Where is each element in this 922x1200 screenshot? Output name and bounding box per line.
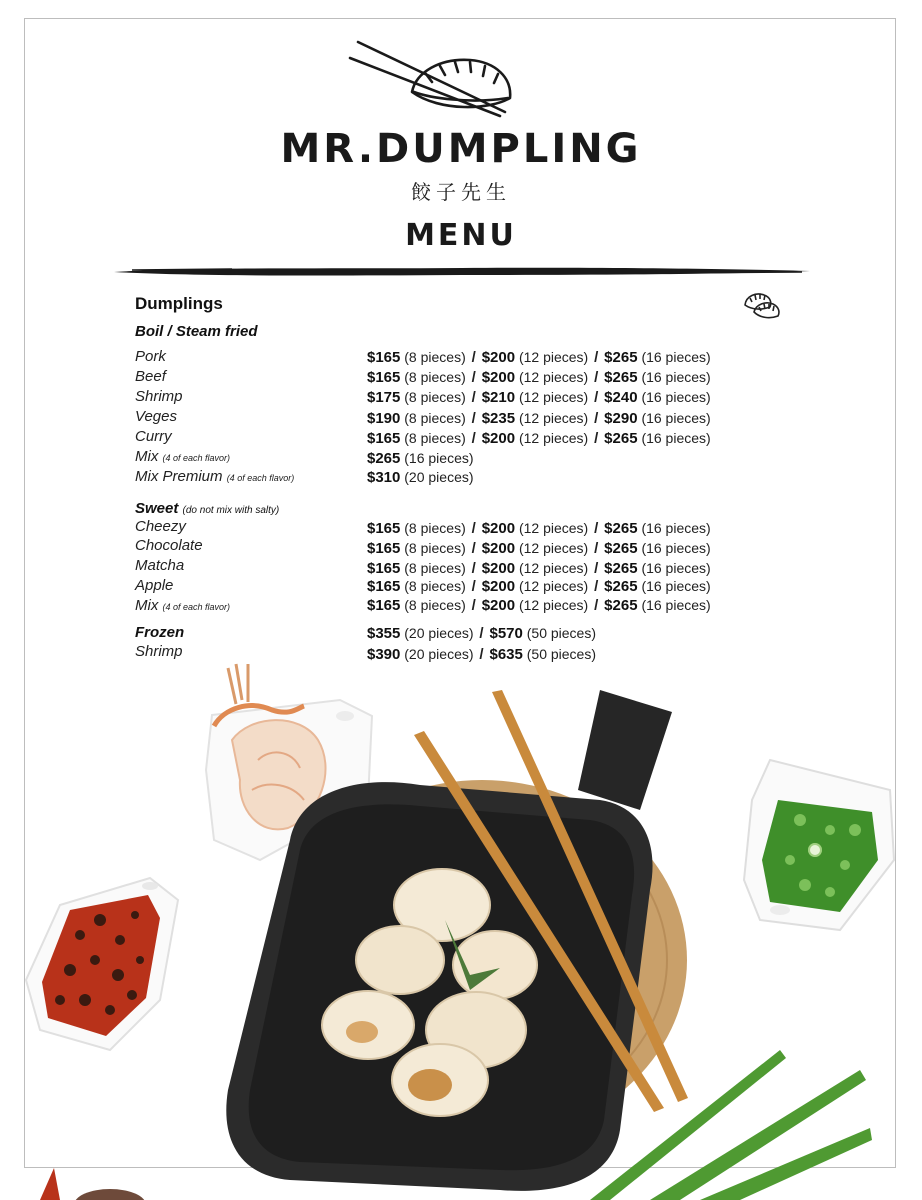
menu-item-name: Apple bbox=[135, 577, 174, 594]
dumpling-chopsticks-logo-icon bbox=[0, 0, 922, 130]
menu-title: MENU bbox=[405, 218, 517, 253]
menu-item-name: Mix (4 of each flavor) bbox=[135, 448, 231, 465]
group-heading-sweet: Sweet (do not mix with salty) bbox=[135, 500, 280, 517]
menu-item-prices: $165 (8 pieces) / $200 (12 pieces) / $265 (16 pieces) bbox=[367, 560, 711, 577]
menu-item-name: Veges bbox=[135, 408, 177, 425]
menu-item-name: Matcha bbox=[135, 557, 185, 574]
menu-item-name: Curry bbox=[135, 428, 172, 445]
section-title-dumplings: Dumplings bbox=[135, 294, 223, 313]
group-heading-boil: Boil / Steam fried bbox=[135, 323, 258, 340]
menu-item-name: Mix (4 of each flavor) bbox=[135, 597, 231, 614]
menu-item-name: Cheezy bbox=[135, 518, 186, 535]
brand-chinese-name: 餃子先生 bbox=[411, 180, 511, 204]
group-heading-frozen: Frozen bbox=[135, 624, 185, 641]
menu-item-prices: $265 (16 pieces) bbox=[367, 450, 474, 467]
pan-handle bbox=[578, 690, 672, 810]
menu-item-prices: $310 (20 pieces) bbox=[367, 469, 474, 486]
brush-stroke-divider bbox=[112, 264, 812, 278]
menu-item-prices: $190 (8 pieces) / $235 (12 pieces) / $290 (16 pieces) bbox=[367, 410, 711, 427]
menu-item-prices: $165 (8 pieces) / $200 (12 pieces) / $265 (16 pieces) bbox=[367, 369, 711, 386]
menu-item-name: Mix Premium (4 of each flavor) bbox=[135, 468, 295, 485]
menu-item-prices: $390 (20 pieces) / $635 (50 pieces) bbox=[367, 646, 597, 663]
menu-item-prices: $165 (8 pieces) / $200 (12 pieces) / $265 (16 pieces) bbox=[367, 349, 711, 366]
brand-name: MR.DUMPLING bbox=[280, 126, 642, 172]
menu-item-name: Shrimp bbox=[135, 388, 183, 405]
menu-item-prices: $355 (20 pieces) / $570 (50 pieces) bbox=[367, 625, 597, 642]
menu-item-name: Shrimp bbox=[135, 643, 183, 660]
menu-item-prices: $165 (8 pieces) / $200 (12 pieces) / $265 (16 pieces) bbox=[367, 578, 711, 595]
chili-oil-dish bbox=[26, 878, 178, 1050]
bowl bbox=[74, 1189, 146, 1200]
scallion-dish bbox=[744, 760, 894, 930]
menu-item-name: Pork bbox=[135, 348, 166, 365]
menu-item-prices: $165 (8 pieces) / $200 (12 pieces) / $265 (16 pieces) bbox=[367, 520, 711, 537]
menu-item-prices: $165 (8 pieces) / $200 (12 pieces) / $265 (16 pieces) bbox=[367, 430, 711, 447]
menu-item-name: Beef bbox=[135, 368, 166, 385]
chili-pepper bbox=[40, 1168, 60, 1200]
food-photo bbox=[0, 650, 922, 1200]
menu-item-prices: $165 (8 pieces) / $200 (12 pieces) / $265 (16 pieces) bbox=[367, 597, 711, 614]
menu-item-name: Chocolate bbox=[135, 537, 203, 554]
menu-item-prices: $165 (8 pieces) / $200 (12 pieces) / $265 (16 pieces) bbox=[367, 540, 711, 557]
menu-item-prices: $175 (8 pieces) / $210 (12 pieces) / $240 (16 pieces) bbox=[367, 389, 711, 406]
dumpling-outline-icon bbox=[742, 290, 782, 320]
